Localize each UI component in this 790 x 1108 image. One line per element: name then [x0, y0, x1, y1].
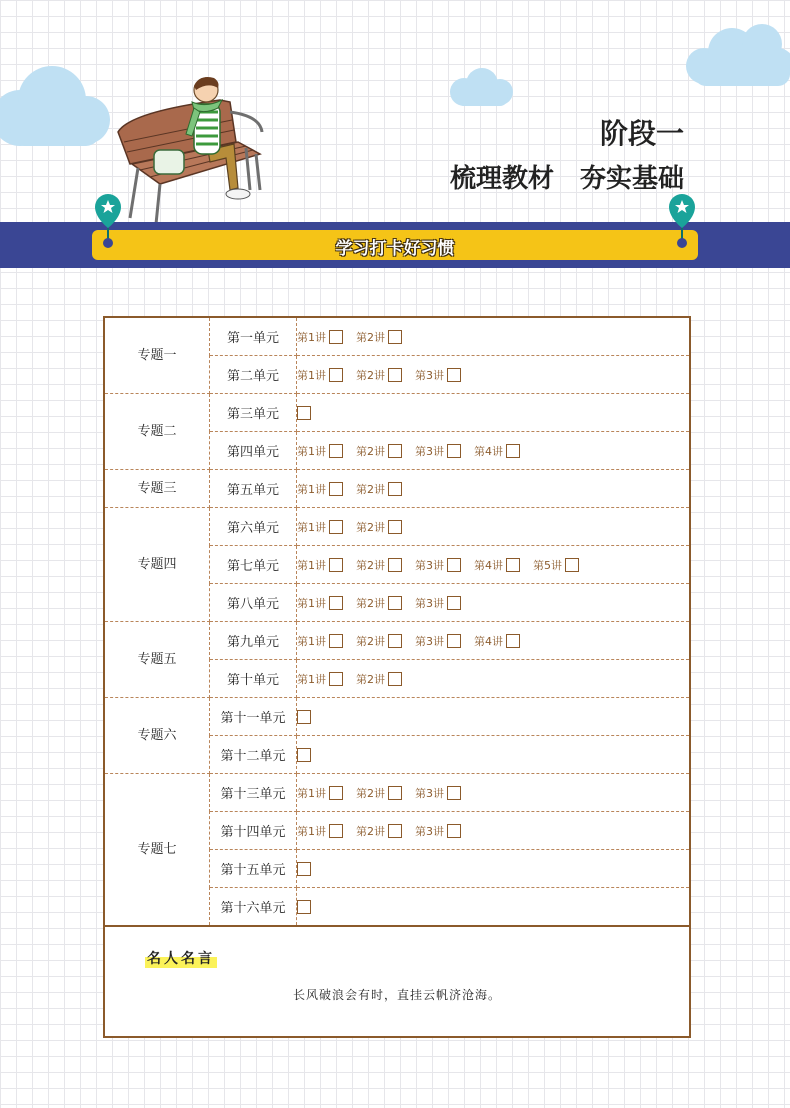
lesson-checkboxes: [297, 812, 690, 850]
checkbox[interactable]: [388, 444, 402, 458]
lesson-label: 第5讲: [533, 558, 562, 572]
lesson-checkboxes: [297, 660, 690, 698]
checkbox[interactable]: [329, 824, 343, 838]
table-row: [105, 698, 689, 736]
header-ribbon: [92, 230, 698, 260]
checklist-table: [105, 318, 689, 927]
unit-label: 第三单元: [210, 394, 297, 432]
stage-title: 阶段一: [599, 117, 684, 150]
unit-label: 第四单元: [210, 432, 297, 470]
checkbox[interactable]: [388, 672, 402, 686]
lesson-item: [356, 671, 402, 687]
table-row: [105, 470, 689, 508]
cloud-left-icon: [0, 58, 115, 153]
lesson-item: [297, 823, 343, 839]
checkbox[interactable]: [329, 482, 343, 496]
unit-label: 第五单元: [210, 470, 297, 508]
lesson-label: 第2讲: [356, 444, 385, 458]
checkbox[interactable]: [329, 368, 343, 382]
lesson-item: [297, 405, 311, 420]
table-row: [105, 622, 689, 660]
lesson-label: 第1讲: [297, 520, 326, 534]
checkbox[interactable]: [329, 634, 343, 648]
lesson-checkboxes: [297, 356, 690, 394]
lesson-item: [415, 785, 461, 801]
checkbox[interactable]: [388, 824, 402, 838]
lesson-label: 第1讲: [297, 824, 326, 838]
lesson-item: [297, 595, 343, 611]
lesson-label: 第2讲: [356, 634, 385, 648]
topic-label: 专题二: [105, 394, 210, 470]
checkbox[interactable]: [297, 900, 311, 914]
lesson-label: 第1讲: [297, 368, 326, 382]
unit-label: 第十六单元: [210, 888, 297, 927]
lesson-item: [356, 443, 402, 459]
cloud-right-icon: [682, 22, 790, 90]
topic-label: 专题七: [105, 774, 210, 927]
lesson-item: [297, 899, 311, 914]
lesson-label: 第1讲: [297, 634, 326, 648]
ribbon-title: 学习打卡好习惯: [335, 239, 455, 259]
map-pin-star-icon: [92, 192, 124, 250]
lesson-label: 第2讲: [356, 520, 385, 534]
checkbox[interactable]: [447, 786, 461, 800]
unit-label: 第七单元: [210, 546, 297, 584]
unit-label: 第十五单元: [210, 850, 297, 888]
table-row: [105, 774, 689, 812]
checkbox[interactable]: [388, 596, 402, 610]
checkbox[interactable]: [506, 444, 520, 458]
lesson-item: [297, 443, 343, 459]
checkbox[interactable]: [388, 520, 402, 534]
unit-label: 第八单元: [210, 584, 297, 622]
lesson-item: [356, 595, 402, 611]
lesson-item: [297, 709, 311, 724]
lesson-checkboxes: [297, 850, 690, 888]
table-row: [105, 394, 689, 432]
map-pin-star-icon: [666, 192, 698, 250]
checkbox[interactable]: [329, 520, 343, 534]
checkbox[interactable]: [297, 710, 311, 724]
lesson-item: [356, 481, 402, 497]
checkbox[interactable]: [447, 558, 461, 572]
lesson-label: 第2讲: [356, 558, 385, 572]
lesson-checkboxes: [297, 432, 690, 470]
lesson-item: [415, 823, 461, 839]
lesson-checkboxes: [297, 470, 690, 508]
lesson-checkboxes: [297, 584, 690, 622]
lesson-label: 第3讲: [415, 634, 444, 648]
lesson-item: [297, 481, 343, 497]
checkbox[interactable]: [297, 406, 311, 420]
table-row: [105, 508, 689, 546]
lesson-checkboxes: [297, 318, 690, 356]
lesson-item: [297, 747, 311, 762]
lesson-label: 第1讲: [297, 558, 326, 572]
unit-label: 第十四单元: [210, 812, 297, 850]
lesson-label: 第1讲: [297, 444, 326, 458]
unit-label: 第十一单元: [210, 698, 297, 736]
lesson-item: [474, 633, 520, 649]
checkbox[interactable]: [297, 748, 311, 762]
quote-title: 名人名言: [145, 948, 217, 968]
lesson-item: [415, 595, 461, 611]
lesson-label: 第4讲: [474, 444, 503, 458]
lesson-checkboxes: [297, 622, 690, 660]
lesson-label: 第2讲: [356, 596, 385, 610]
topic-label: 专题三: [105, 470, 210, 508]
lesson-label: 第3讲: [415, 368, 444, 382]
lesson-label: 第4讲: [474, 634, 503, 648]
checkbox[interactable]: [388, 330, 402, 344]
unit-label: 第一单元: [210, 318, 297, 356]
unit-label: 第十二单元: [210, 736, 297, 774]
table-row: [105, 318, 689, 356]
checkbox[interactable]: [447, 368, 461, 382]
checkbox[interactable]: [388, 634, 402, 648]
checkbox[interactable]: [329, 596, 343, 610]
lesson-label: 第3讲: [415, 824, 444, 838]
topic-label: 专题四: [105, 508, 210, 622]
cloud-middle-icon: [446, 66, 516, 108]
lesson-item: [356, 633, 402, 649]
lesson-item: [415, 633, 461, 649]
unit-label: 第二单元: [210, 356, 297, 394]
lesson-item: [297, 633, 343, 649]
lesson-checkboxes: [297, 698, 690, 736]
checkbox[interactable]: [447, 444, 461, 458]
lesson-checkboxes: [297, 546, 690, 584]
lesson-item: [533, 557, 579, 573]
lesson-label: 第3讲: [415, 596, 444, 610]
lesson-item: [356, 519, 402, 535]
lesson-checkboxes: [297, 394, 690, 432]
checkbox[interactable]: [329, 444, 343, 458]
lesson-item: [297, 671, 343, 687]
lesson-label: 第3讲: [415, 444, 444, 458]
checkbox[interactable]: [388, 786, 402, 800]
checkbox[interactable]: [329, 330, 343, 344]
lesson-label: 第1讲: [297, 672, 326, 686]
lesson-label: 第2讲: [356, 672, 385, 686]
checkbox[interactable]: [447, 596, 461, 610]
checkbox[interactable]: [565, 558, 579, 572]
lesson-label: 第4讲: [474, 558, 503, 572]
checkbox[interactable]: [447, 824, 461, 838]
lesson-item: [474, 443, 520, 459]
lesson-item: [474, 557, 520, 573]
lesson-label: 第2讲: [356, 368, 385, 382]
lesson-item: [297, 367, 343, 383]
lesson-checkboxes: [297, 774, 690, 812]
lesson-item: [415, 367, 461, 383]
lesson-item: [356, 823, 402, 839]
lesson-checkboxes: [297, 888, 690, 927]
lesson-item: [356, 367, 402, 383]
lesson-item: [356, 557, 402, 573]
lesson-label: 第2讲: [356, 482, 385, 496]
lesson-label: 第3讲: [415, 558, 444, 572]
checkbox[interactable]: [329, 786, 343, 800]
lesson-label: 第2讲: [356, 330, 385, 344]
lesson-label: 第1讲: [297, 596, 326, 610]
checkbox[interactable]: [447, 634, 461, 648]
lesson-item: [415, 443, 461, 459]
boy-on-bench-illustration: [110, 72, 280, 232]
lesson-item: [297, 861, 311, 876]
lesson-item: [297, 785, 343, 801]
unit-label: 第十单元: [210, 660, 297, 698]
unit-label: 第六单元: [210, 508, 297, 546]
lesson-item: [297, 329, 343, 345]
unit-label: 第十三单元: [210, 774, 297, 812]
topic-label: 专题一: [105, 318, 210, 394]
lesson-checkboxes: [297, 508, 690, 546]
lesson-label: 第3讲: [415, 786, 444, 800]
checkbox[interactable]: [506, 634, 520, 648]
lesson-item: [415, 557, 461, 573]
checkbox[interactable]: [388, 558, 402, 572]
checkbox[interactable]: [388, 368, 402, 382]
lesson-label: 第1讲: [297, 786, 326, 800]
lesson-label: 第2讲: [356, 786, 385, 800]
lesson-item: [356, 785, 402, 801]
lesson-item: [356, 329, 402, 345]
checklist-sheet: [103, 316, 691, 1038]
lesson-label: 第1讲: [297, 330, 326, 344]
lesson-item: [297, 557, 343, 573]
checkbox[interactable]: [297, 862, 311, 876]
lesson-label: 第1讲: [297, 482, 326, 496]
checkbox[interactable]: [388, 482, 402, 496]
quote-text: 长风破浪会有时，直挂云帆济沧海。: [292, 988, 501, 1002]
unit-label: 第九单元: [210, 622, 297, 660]
checkbox[interactable]: [329, 672, 343, 686]
stage-subtitle: 梳理教材 夯实基础: [449, 164, 684, 194]
checkbox[interactable]: [329, 558, 343, 572]
topic-label: 专题五: [105, 622, 210, 698]
lesson-checkboxes: [297, 736, 690, 774]
lesson-item: [297, 519, 343, 535]
lesson-label: 第2讲: [356, 824, 385, 838]
topic-label: 专题六: [105, 698, 210, 774]
checkbox[interactable]: [506, 558, 520, 572]
